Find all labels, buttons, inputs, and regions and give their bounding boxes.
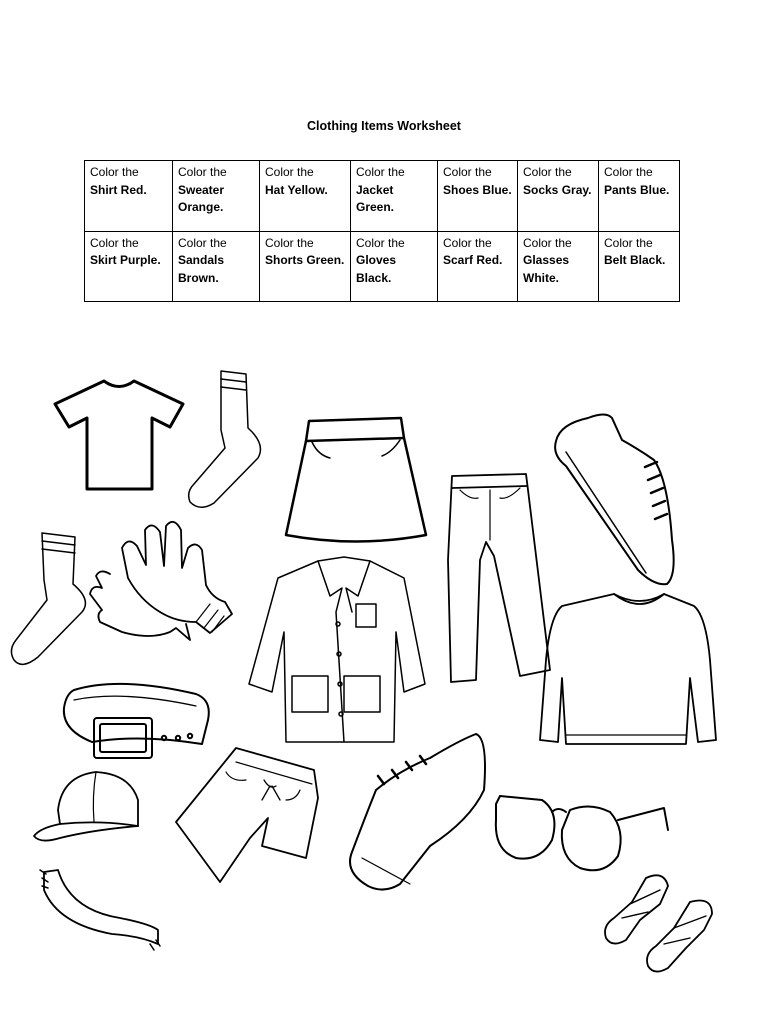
instruction-item: Hat Yellow. (265, 182, 328, 197)
instruction-lead: Color the (265, 165, 314, 179)
instruction-item: Jacket Green. (356, 182, 395, 214)
sock-icon (11, 533, 85, 664)
sock-icon (189, 371, 261, 507)
worksheet-title: Clothing Items Worksheet (307, 119, 461, 133)
instruction-item: Shorts Green. (265, 253, 345, 267)
instruction-lead: Color the (604, 165, 653, 179)
instruction-item: Scarf Red. (443, 253, 503, 267)
instruction-item: Gloves Black. (356, 253, 397, 285)
instruction-item: Sweater Orange. (178, 182, 225, 214)
instruction-item: Pants Blue. (604, 182, 670, 197)
instruction-item: Belt Black. (604, 253, 666, 267)
belt-icon (64, 684, 209, 758)
pants-icon (448, 474, 550, 682)
instruction-item: Skirt Purple. (90, 253, 161, 267)
skirt-icon (286, 418, 426, 542)
instruction-lead: Color the (90, 235, 139, 250)
instruction-lead: Color the (90, 165, 139, 179)
instruction-item: Sandals Brown. (178, 253, 225, 285)
instruction-lead: Color the (443, 165, 492, 179)
instruction-lead: Color the (604, 235, 653, 250)
sandals-icon (605, 875, 712, 971)
shirt-icon (55, 381, 183, 489)
sweater-icon (540, 594, 716, 744)
instruction-lead: Color the (523, 165, 572, 179)
glasses-icon (496, 796, 668, 870)
shoe-icon (350, 734, 485, 890)
jacket-icon (249, 557, 425, 742)
instruction-lead: Color the (356, 165, 405, 179)
cap-icon (34, 772, 138, 841)
instruction-lead: Color the (356, 235, 405, 250)
instruction-item: Glasses White. (523, 253, 570, 285)
instruction-lead: Color the (523, 235, 572, 250)
instruction-lead: Color the (178, 165, 227, 179)
instruction-lead: Color the (443, 235, 492, 250)
instruction-lead: Color the (178, 235, 227, 250)
instruction-item: Shoes Blue. (443, 182, 512, 197)
sneaker-icon (555, 415, 674, 585)
gloves-icon (90, 522, 232, 640)
scarf-icon (40, 870, 160, 950)
instruction-lead: Color the (265, 235, 314, 250)
instruction-item: Socks Gray. (523, 182, 592, 197)
shorts-icon (176, 748, 318, 882)
instruction-item: Shirt Red. (90, 182, 147, 197)
